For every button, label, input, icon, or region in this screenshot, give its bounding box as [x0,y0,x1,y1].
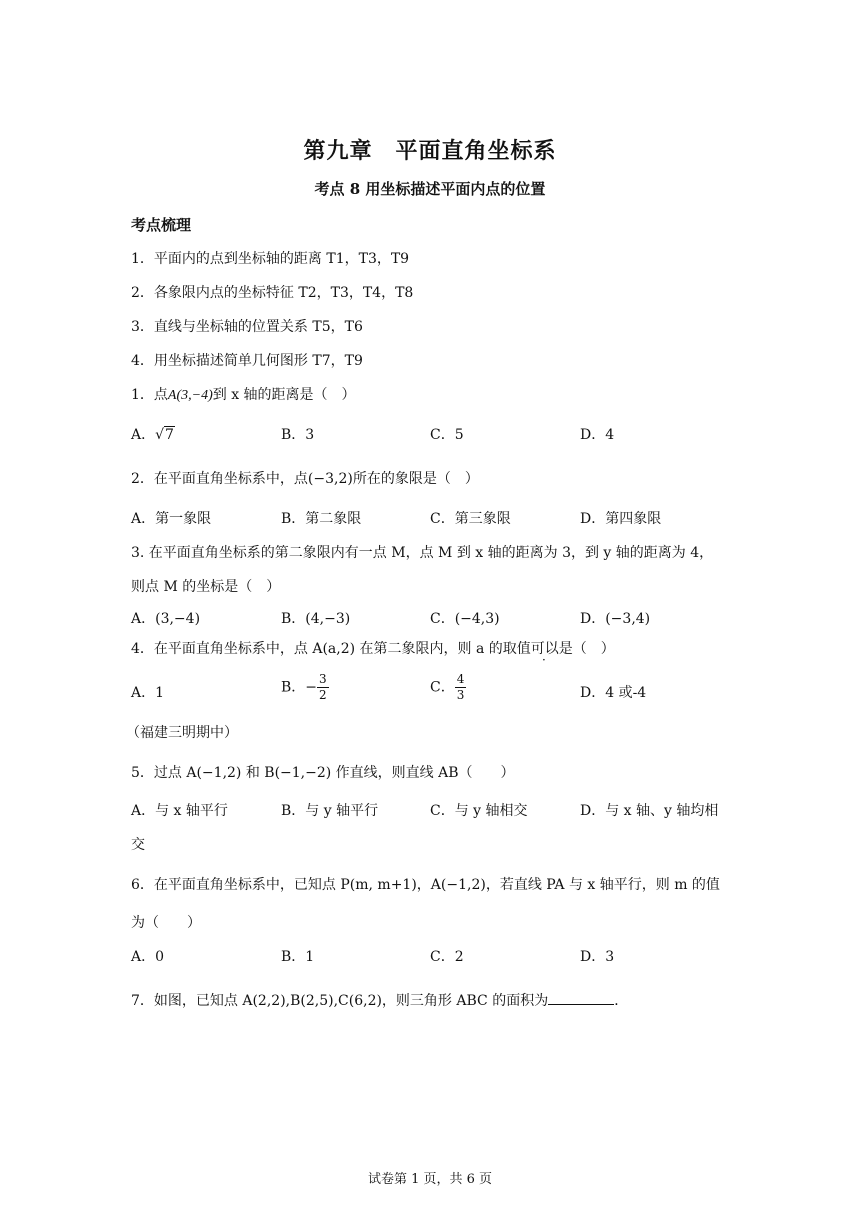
section-heading: 考点梳理 [131,216,192,234]
question-3-line-1: 3. 在平面直角坐标系的第二象限内有一点 M，点 M 到 x 轴的距离为 3，到 y 轴的距离为 4， [131,545,714,561]
q5-option-b: B．与 y 轴平行 [281,803,379,819]
q3-option-b: B．(4,−3) [281,611,351,627]
q4-option-a: A．1 [131,685,165,701]
q3-option-a: A．(3,−4) [131,611,201,627]
q4-option-c-fraction [455,672,467,703]
summary-point-4: 4．用坐标描述简单几何图形 T7，T9 [131,353,363,369]
q4-option-c-denominator: 3 [456,688,465,702]
q2-option-c: C．第三象限 [430,511,511,527]
page-footer: 试卷第 1 页，共 6 页 [367,1172,493,1187]
page-title: 第九章 平面直角坐标系 [303,138,557,164]
page-subtitle: 考点 8 用坐标描述平面内点的位置 [314,180,546,198]
q7-answer-blank [548,990,614,1005]
q5-option-c: C．与 y 轴相交 [430,803,528,819]
question-5: 5．过点 A(−1,2) 和 B(−1,−2) 作直线，则直线 AB（ ） [131,765,515,781]
q4-option-c-label: C． [430,679,455,696]
q1-option-a-label: A． [131,427,156,443]
q2-option-d: D．第四象限 [580,511,662,527]
q4-option-b-denominator: 2 [319,688,327,702]
q4-emphasis: 可以 [530,641,559,657]
q5-option-d: D．与 x 轴、y 轴均相 [580,803,719,819]
q1-point: A(3,−4) [167,388,213,403]
q1-option-c: C．5 [430,427,464,443]
q4-option-c [430,672,466,703]
q4-option-d: D．4 或-4 [580,685,647,701]
question-6-line-1: 6．在平面直角坐标系中，已知点 P(m, m+1)，A(−1,2)，若直线 PA 与 x 轴平行，则 m 的值 [131,877,720,893]
q4-option-b-label: B．− [281,679,318,696]
q1-option-a: A．√7 [131,427,174,443]
question-1 [131,384,356,404]
q4-source: （福建三明期中） [126,725,238,741]
question-6-line-2: 为（ ） [131,915,201,931]
q1-option-d: D．4 [580,427,615,443]
q1-prefix: 1．点 [131,387,168,403]
q3-option-d: D．(−3,4) [580,611,651,627]
q6-option-d: D．3 [580,949,615,965]
q5-option-a: A．与 x 轴平行 [131,803,228,819]
q2-option-b: B．第二象限 [281,511,362,527]
q1-option-b: B．3 [281,427,315,443]
q6-option-c: C．2 [430,949,464,965]
summary-point-3: 3．直线与坐标轴的位置关系 T5，T6 [131,319,363,335]
question-7 [131,990,628,1010]
q4-option-c-numerator: 4 [456,672,465,686]
q6-option-b: B．1 [281,949,315,965]
q5-option-d-wrap: 交 [131,837,145,853]
q3-option-c: C．(−4,3) [430,611,500,627]
question-2: 2．在平面直角坐标系中，点(−3,2)所在的象限是（ ） [131,471,479,487]
summary-point-1: 1．平面内的点到坐标轴的距离 T1，T3，T9 [131,251,410,267]
q1-option-a-radicand: 7 [165,427,174,443]
q4-option-b-fraction [317,672,329,703]
q4-option-b [281,672,329,703]
question-3-line-2: 则点 M 的坐标是（ ） [131,579,281,595]
summary-point-2: 2．各象限内点的坐标特征 T2，T3，T4，T8 [131,285,414,301]
q4-prefix: 4．在平面直角坐标系中，点 A(a,2) 在第二象限内，则 a 的取值 [131,641,531,657]
q4-suffix: 是（ ） [558,641,615,657]
q7-text: 7．如图，已知点 A(2,2),B(2,5),C(6,2)，则三角形 ABC 的面积为 [131,993,549,1009]
q1-suffix: 到 x 轴的距离是（ ） [212,387,356,403]
question-4 [131,638,615,658]
q6-option-a: A．0 [131,949,165,965]
q4-option-b-numerator: 3 [319,672,327,686]
q7-end: ． [614,993,629,1009]
q2-option-a: A．第一象限 [131,511,212,527]
